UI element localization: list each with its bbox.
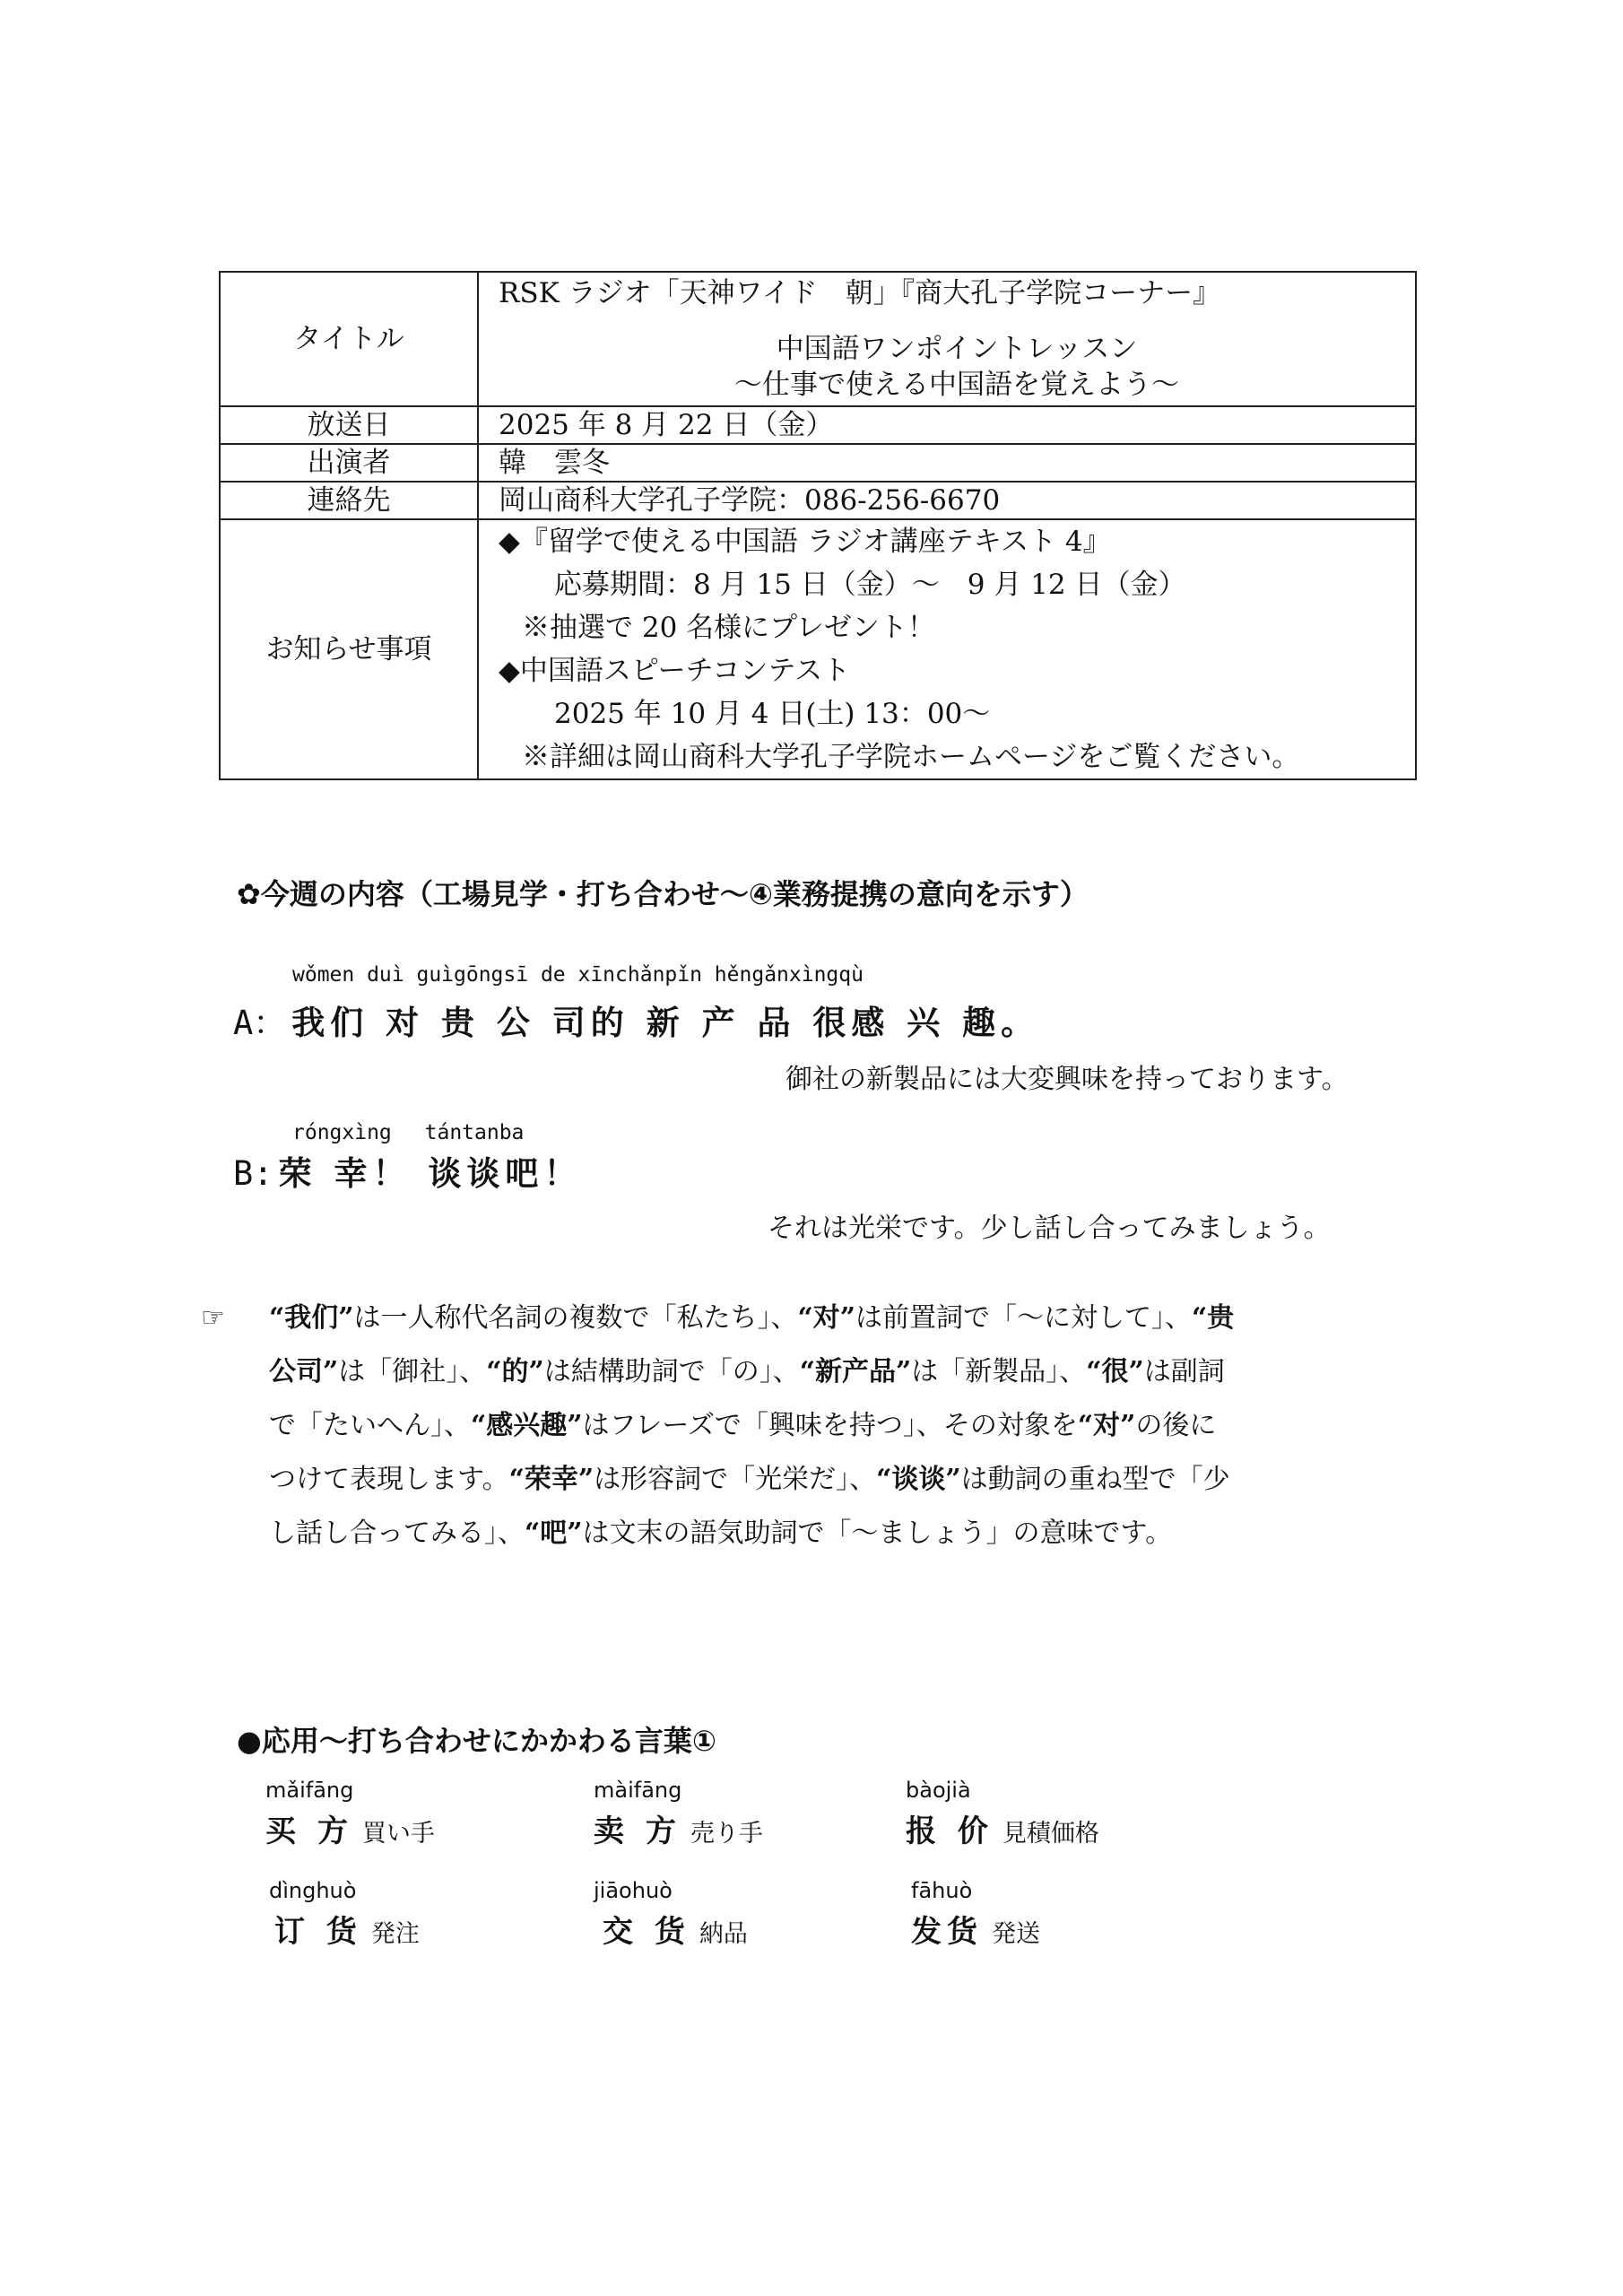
explanation-segment: は「御社」、 bbox=[338, 1356, 487, 1387]
table-row-notice bbox=[220, 519, 1416, 779]
title-line2: 中国語ワンポイントレッスン bbox=[776, 333, 1138, 365]
speaker-a: A： bbox=[233, 1004, 287, 1042]
notice-line: ※抽選で 20 名様にプレゼント！ bbox=[522, 612, 935, 644]
table-row-date bbox=[220, 406, 1416, 444]
explanation-segment: し話し合ってみる」、 bbox=[269, 1518, 525, 1549]
vocab-pinyin: mǎifāng bbox=[265, 1778, 354, 1803]
explanation-segment: で「たいへん」、 bbox=[269, 1410, 471, 1441]
vocab-item bbox=[265, 1806, 435, 1850]
explanation-segment: は文末の語気助詞で「～ましょう」の意味です。 bbox=[582, 1518, 1173, 1549]
quoted-term: “感兴趣” bbox=[471, 1410, 583, 1441]
title-cell bbox=[478, 272, 1416, 406]
dialogue-a-chinese bbox=[233, 996, 1039, 1044]
vocab-meaning: 発注 bbox=[370, 1920, 420, 1948]
dialogue-a-japanese: 御社の新製品には大変興味を持っております。 bbox=[785, 1064, 1349, 1095]
notice-line: ※詳細は岡山商科大学孔子学院ホームページをご覧ください。 bbox=[522, 741, 1300, 773]
table-row-title bbox=[220, 272, 1416, 406]
vocab-item bbox=[911, 1907, 1040, 1951]
vocab-pinyin: màifāng bbox=[594, 1778, 682, 1803]
dialogue-a-text: 我们 对 贵 公 司的 新 产 品 很感 兴 趣。 bbox=[291, 1003, 1040, 1042]
quoted-term: “对” bbox=[1077, 1410, 1136, 1441]
dialogue-b-pinyin: róngxìng tántanba bbox=[292, 1121, 525, 1144]
explanation-line bbox=[269, 1507, 1426, 1561]
vocab-meaning: 発送 bbox=[992, 1920, 1040, 1948]
speaker-b: B: bbox=[233, 1154, 273, 1193]
explanation-segment: は一人称代名詞の複数で「私たち」、 bbox=[353, 1302, 798, 1334]
date-value: 2025 年 8 月 22 日（金） bbox=[478, 406, 1416, 444]
title-label: タイトル bbox=[220, 272, 478, 406]
table-row-contact bbox=[220, 482, 1416, 519]
notice-cell bbox=[478, 519, 1416, 779]
date-label: 放送日 bbox=[220, 406, 478, 444]
quoted-term: “对” bbox=[797, 1302, 856, 1334]
vocab-pinyin: fāhuò bbox=[911, 1878, 973, 1903]
vocab-pinyin: bàojià bbox=[906, 1778, 971, 1803]
dialogue-b-japanese: それは光栄です。少し話し合ってみましょう。 bbox=[768, 1213, 1331, 1244]
explanation-segment: は前置詞で「～に対して」、 bbox=[855, 1302, 1193, 1334]
vocab-item bbox=[906, 1806, 1099, 1850]
vocab-pinyin: jiāohuò bbox=[594, 1878, 673, 1903]
quoted-term: “很” bbox=[1086, 1356, 1144, 1387]
explanation-segment: は形容詞で「光栄だ」、 bbox=[594, 1464, 877, 1495]
contact-value: 岡山商科大学孔子学院：086-256-6670 bbox=[478, 482, 1416, 519]
explanation-segment: は結構助詞で「の」、 bbox=[543, 1356, 800, 1387]
vocab-word: 订 货 bbox=[274, 1914, 362, 1950]
title-line3: ～仕事で使える中国語を覚えよう～ bbox=[734, 369, 1179, 401]
explanation-line bbox=[269, 1399, 1426, 1453]
table-row-cast bbox=[220, 444, 1416, 482]
dialogue-b-chinese bbox=[233, 1146, 582, 1195]
applied-heading: ●応用～打ち合わせにかかわる言葉① bbox=[237, 1724, 717, 1758]
quoted-term: “吧” bbox=[525, 1518, 583, 1549]
explanation-segment: はフレーズで「興味を持つ」、その対象を bbox=[582, 1410, 1078, 1441]
week-heading: ✿今週の内容（工場見学・打ち合わせ～④業務提携の意向を示す） bbox=[237, 877, 1089, 911]
explanation-segment: は「新製品」、 bbox=[911, 1356, 1087, 1387]
cast-label: 出演者 bbox=[220, 444, 478, 482]
cast-value: 韓 雲冬 bbox=[478, 444, 1416, 482]
quoted-term: “贵 bbox=[1192, 1302, 1235, 1334]
explanation-text bbox=[269, 1292, 1426, 1561]
explanation-segment: の後に bbox=[1135, 1410, 1217, 1441]
explanation-segment: は副詞 bbox=[1143, 1356, 1225, 1387]
vocab-pinyin: dìnghuò bbox=[269, 1878, 357, 1903]
vocab-meaning: 売り手 bbox=[690, 1820, 763, 1848]
info-table bbox=[219, 271, 1417, 780]
vocab-word: 买 方 bbox=[265, 1813, 353, 1849]
notice-line: 応募期間：8 月 15 日（金）～ 9 月 12 日（金） bbox=[554, 569, 1186, 601]
explanation-line bbox=[269, 1292, 1426, 1345]
quoted-term: “新产品” bbox=[799, 1356, 912, 1387]
vocab-meaning: 買い手 bbox=[361, 1820, 435, 1848]
hand-pointer-icon: ☞ bbox=[201, 1302, 225, 1334]
vocab-item bbox=[603, 1907, 748, 1951]
quoted-term: “荣幸” bbox=[508, 1464, 595, 1495]
quoted-term: “的” bbox=[486, 1356, 544, 1387]
vocab-word: 报 价 bbox=[906, 1813, 994, 1849]
notice-line: ◆『留学で使える中国語 ラジオ講座テキスト 4』 bbox=[499, 526, 1111, 558]
title-line1: RSK ラジオ「天神ワイド 朝」『商大孔子学院コーナー』 bbox=[499, 277, 1221, 309]
notice-line: ◆中国語スピーチコンテスト bbox=[499, 655, 851, 687]
vocab-word: 发货 bbox=[911, 1914, 983, 1950]
vocab-meaning: 納品 bbox=[699, 1920, 748, 1948]
dialogue-a-pinyin: wǒmen duì guìgōngsī de xīnchǎnpǐn hěngǎnxìngqù bbox=[292, 963, 864, 987]
vocab-word: 卖 方 bbox=[594, 1813, 681, 1849]
explanation-line bbox=[269, 1345, 1426, 1399]
quoted-term: 公司” bbox=[269, 1356, 339, 1387]
vocab-item bbox=[594, 1806, 763, 1850]
explanation-segment: つけて表現します。 bbox=[269, 1464, 509, 1495]
notice-label: お知らせ事項 bbox=[220, 519, 478, 779]
notice-line: 2025 年 10 月 4 日(土) 13：00～ bbox=[554, 698, 991, 730]
quoted-term: “谈谈” bbox=[876, 1464, 961, 1495]
dialogue-b-text: 荣 幸！ 谈谈吧！ bbox=[278, 1153, 583, 1193]
explanation-line bbox=[269, 1453, 1426, 1507]
vocab-meaning: 見積価格 bbox=[1002, 1820, 1099, 1848]
contact-label: 連絡先 bbox=[220, 482, 478, 519]
vocab-word: 交 货 bbox=[603, 1914, 690, 1950]
explanation-segment: は動詞の重ね型で「少 bbox=[960, 1464, 1230, 1495]
quoted-term: “我们” bbox=[269, 1302, 354, 1334]
vocab-item bbox=[274, 1907, 420, 1951]
